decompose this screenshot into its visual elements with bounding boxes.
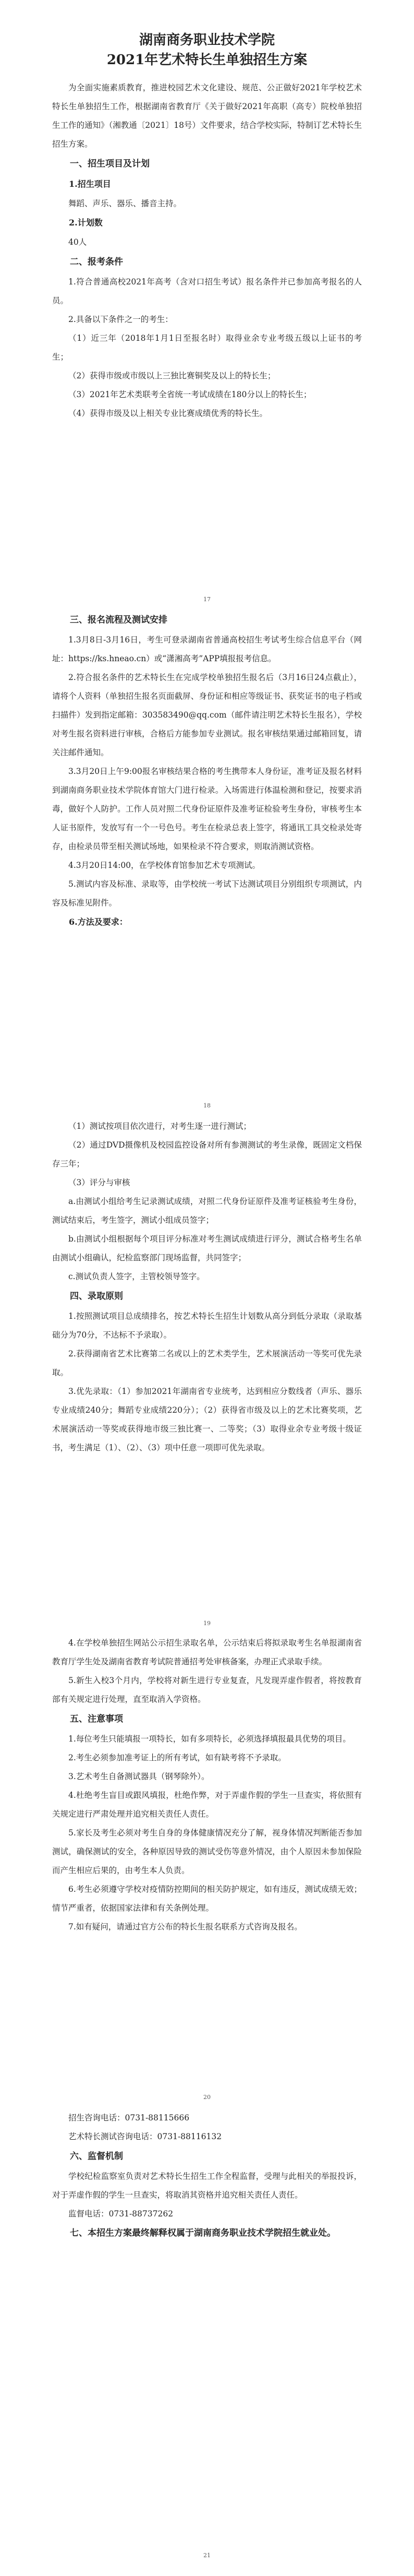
section-4-heading: 四、录取原则 bbox=[70, 1291, 123, 1302]
section-7-final: 七、本招生方案最终解释权属于湖南商务职业技术学院招生就业处。 bbox=[70, 2228, 336, 2238]
section-3-method-heading: 6.方法及要求： bbox=[69, 917, 128, 927]
section-6-tel: 监督电话：0731-88737262 bbox=[68, 2209, 174, 2219]
section-5-p5: 5.家长及考生必须对考生自身的身体健康情况充分了解，视身体情况判断能否参加测试，确保测试的安全，各种原因导致的测试受伤等意外情况，由个人原因未参加保险而产生相应后果的，由考生本人负责。 bbox=[52, 1828, 362, 1875]
section-2-c3: （3）2021年艺术类联考全省统一考试成绩在180分以上的特长生； bbox=[68, 390, 312, 399]
section-2-heading: 二、报考条件 bbox=[70, 257, 123, 267]
section-5-p1: 1.每位考生只能填报一项特长，如有多项特长，必须选择填报最具优势的项目。 bbox=[68, 1734, 351, 1744]
contact-phone: 招生咨询电话：0731-88115666 bbox=[68, 2113, 190, 2122]
section-3-p4: 4.3月20日14:00，在学校体育馆参加艺术专项测试。 bbox=[68, 861, 261, 870]
section-2-c4: （4）获得市级及以上相关专业比赛成绩优秀的特长生。 bbox=[68, 409, 267, 418]
section-3-methods bbox=[52, 1117, 362, 1457]
section-6-heading: 六、监督机制 bbox=[70, 2151, 123, 2162]
section-2-c1: （1）近三年（2018年1月1日至报名时）取得业余专业考级五级以上证书的考生； bbox=[52, 333, 362, 362]
section-1-projects: 舞蹈、声乐、器乐、播音主持。 bbox=[68, 199, 182, 208]
section-intro bbox=[52, 78, 362, 423]
method-3: （3）评分与审核 bbox=[68, 1178, 130, 1187]
page-number-17: 17 bbox=[203, 596, 211, 603]
section-3-p1: 1.3月8日-3月16日，考生可登录湖南省普通高校招生考试考生综合信息平台（网址：https://ks.hneao.cn）或“潇湘高考”APP填报报考信息。 bbox=[52, 635, 362, 663]
section-6-p1: 学校纪检监察室负责对艺术特长生招生工作全程监督，受理与此相关的举报投诉，对于弄虚作假的学生一旦查实，将取消其资格并追究相关责任人责任。 bbox=[52, 2172, 362, 2200]
section-1-heading: 一、招生项目及计划 bbox=[70, 159, 150, 169]
section-5-6-7 bbox=[52, 2108, 362, 2243]
section-5-p7: 7.如有疑问，请通过官方公布的特长生报名联系方式咨询及报名。 bbox=[68, 1922, 302, 1931]
section-4-p3: 3.优先录取：（1）参加2021年湖南省专业统考，达到相应分数线者（声乐、器乐专业成绩240分；舞蹈专业成绩220分）；（2）获得省市级及以上的艺术比赛奖项，艺术展演活动一等奖或获得地市级三独比赛一、二等奖；（3）取得业余专业考级十级证书，考生满足（1）、（2）、（3）项中任意一项即可优先录取。 bbox=[52, 1387, 362, 1452]
doc-title-line1: 湖南商务职业技术学院 bbox=[139, 32, 275, 48]
page-number-19: 19 bbox=[203, 1620, 211, 1627]
section-4-p1: 1.按照测试项目总成绩排名，按艺术特长生招生计划数从高分到低分录取（录取基础分为70分，不达标不予录取）。 bbox=[52, 1311, 362, 1340]
section-2-c2: （2）获得市级或市级以上三独比赛铜奖及以上的特长生； bbox=[68, 371, 276, 380]
section-2-p2: 2.具备以下条件之一的考生： bbox=[68, 315, 173, 324]
method-3a: a.由测试小组给考生记录测试成绩，对照二代身份证原件及准考证核验考生身份，测试结束后，考生签字，测试小组成员签字； bbox=[52, 1197, 362, 1225]
section-1-sub-projects: 1.招生项目 bbox=[69, 179, 111, 189]
method-3c: c.测试负责人签字，主管校领导签字。 bbox=[68, 1272, 205, 1281]
document-header bbox=[52, 30, 362, 70]
section-2-p1: 1.符合普通高校2021年高考（含对口招生考试）报名条件并已参加高考报名的人员。 bbox=[52, 277, 362, 305]
section-5-p4: 4.杜绝考生盲目或跟风填报，杜绝作弊，对于弄虚作假的学生一旦查实，将依照有关规定进行严肃处理并追究相关责任人责任。 bbox=[52, 1791, 362, 1819]
section-3-p5: 5.测试内容及标准、录取等，由学校统一考试下达测试项目分别组织专项测试，内容及标准见附件。 bbox=[52, 879, 362, 908]
doc-title-line2: 2021年艺术特长生单独招生方案 bbox=[106, 52, 308, 68]
section-5-heading: 五、注意事项 bbox=[70, 1714, 123, 1724]
contact-art-phone: 艺术特长测试咨询电话：0731-88116132 bbox=[68, 2132, 222, 2141]
method-3b: b.由测试小组根据每个项目评分标准对考生测试成绩进行评分，测试合格考生名单由测试小组确认，纪检监察部门现场监督，共同签字； bbox=[52, 1234, 362, 1262]
section-4-p4: 4.在学校单独招生网站公示招生录取名单，公示结束后将拟录取考生名单报湖南省教育厅学生处及湖南省教育考试院普通招考处审核备案，办理正式录取手续。 bbox=[52, 1638, 362, 1666]
section-4-p2: 2.获得湖南省艺术比赛第二名或以上的艺术类学生，艺术展演活动一等奖可优先录取。 bbox=[52, 1349, 362, 1377]
section-5-p3: 3.艺术考生自备测试器具（钢琴除外）。 bbox=[68, 1772, 210, 1781]
section-1-sub-count: 2.计划数 bbox=[69, 218, 103, 228]
method-1: （1）测试按项目依次进行，对考生逐一进行测试； bbox=[68, 1122, 251, 1131]
section-3 bbox=[52, 610, 362, 932]
section-3-p3: 3.3月20日上午9:00报名审核结果合格的考生携带本人身份证，准考证及报名材料到湖南商务职业技术学院体育馆大门进行检录。入场需进行体温检测和登记，按要求消毒，做好个人防护。工作人员对照二代身份证原件及准考证检验考生身份，审核考生本人证书原件，发放写有一个一号色号。考生在检录总表上签字，将通讯工具交检录处寄存，由检录员带至相关测试场地，如果检录不符合要求，则取消测试资格。 bbox=[52, 767, 362, 851]
section-3-p2: 2.符合报名条件的艺术特长生在完成学校单独招生报名后（3月16日24点截止），请将个人资料（单独招生报名页面截屏、身份证和相应等级证书、获奖证书的电子档或扫描件）发到指定邮箱：303583490@qq.com（邮件请注明艺术特长生报名），学校对考生报名资料进行审核，合格后方能参加专业测试。报名审核结果通过邮箱回复，请关注邮件通知。 bbox=[52, 673, 362, 757]
section-4-5 bbox=[52, 1633, 362, 1936]
section-1-count: 40人 bbox=[68, 237, 87, 247]
section-3-heading: 三、报名流程及测试安排 bbox=[70, 615, 167, 625]
method-2: （2）通过DVD摄像机及校园监控设备对所有参测测试的考生录像，既固定文档保存三年； bbox=[52, 1140, 362, 1168]
section-4-p5: 5.新生入校3个月内，学校将对新生进行专业复查，凡发现弄虚作假者，将按教育部有关规定进行处理，直至取消入学资格。 bbox=[52, 1676, 362, 1704]
intro-paragraph: 为全面实施素质教育，推进校园艺术文化建设、规范、公正做好2021年学校艺术特长生单独招生工作，根据湖南省教育厅《关于做好2021年高职（高专）院校单独招生工作的通知》（湘教通〔2021〕18号）文件要求，结合学校实际，特制订艺术特长生招生方案。 bbox=[52, 83, 362, 149]
page-number-18: 18 bbox=[203, 1102, 211, 1109]
page-number-21: 21 bbox=[203, 2552, 211, 2559]
page-number-20: 20 bbox=[203, 2094, 211, 2101]
section-5-p2: 2.考生必须参加准考证上的所有考试，如有缺考将不予录取。 bbox=[68, 1753, 286, 1762]
section-5-p6: 6.考生必须遵守学校对疫情防控期间的相关防护规定，如有违反，测试成绩无效；情节严重者，依据国家法律和有关条例处理。 bbox=[52, 1885, 362, 1913]
